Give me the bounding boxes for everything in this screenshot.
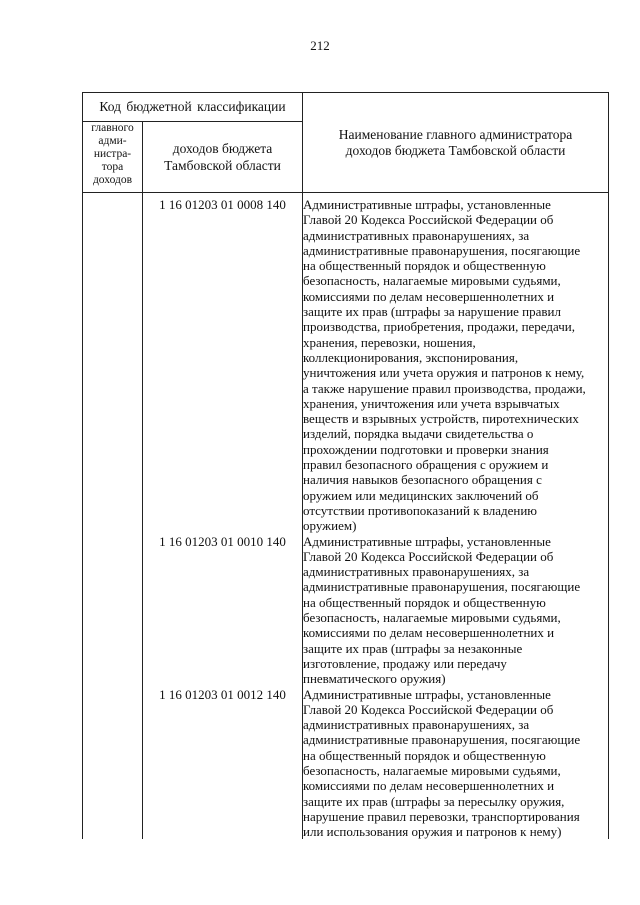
description-line: защите их прав (штрафы за нарушение правил bbox=[303, 304, 561, 320]
description-line: Административные штрафы, установленные bbox=[303, 533, 551, 549]
description-line: комиссиями по делам несовершеннолетних и bbox=[303, 288, 555, 304]
description-line: хранения, перевозки, ношения, bbox=[303, 334, 476, 350]
table-row bbox=[83, 534, 609, 687]
description-line: безопасность, налагаемые мировыми судьями, bbox=[303, 762, 561, 778]
admin-code-cell bbox=[83, 534, 143, 687]
table-body bbox=[83, 193, 609, 840]
income-code-header-line: Тамбовской области bbox=[164, 158, 281, 173]
budget-code-header: Код бюджетной классификации bbox=[83, 93, 303, 122]
income-code-cell: 1 16 01203 01 0012 140 bbox=[143, 687, 303, 840]
admin-code-cell bbox=[83, 197, 143, 534]
description-line: безопасность, налагаемые мировыми судьями, bbox=[303, 273, 561, 289]
income-code-cell: 1 16 01203 01 0008 140 bbox=[143, 197, 303, 534]
description-line: изготовление, продажу или передачу bbox=[303, 655, 507, 671]
description-cell bbox=[303, 197, 609, 534]
table-row bbox=[83, 687, 609, 840]
description-line: Административные штрафы, установленные bbox=[303, 686, 551, 702]
description-line: административных правонарушениях, за bbox=[303, 227, 530, 243]
description-line: наличия навыков безопасного обращения с bbox=[303, 472, 542, 488]
chief-admin-header-line: нистра- bbox=[93, 148, 132, 160]
admin-code-cell bbox=[83, 687, 143, 840]
description-cell bbox=[303, 534, 609, 687]
income-code-cell: 1 16 01203 01 0010 140 bbox=[143, 534, 303, 687]
description-line: защите их прав (штрафы за пересылку оружия, bbox=[303, 793, 565, 809]
chief-admin-header-line: главного bbox=[91, 122, 134, 134]
description-line: веществ и взрывных устройств, пиротехнических bbox=[303, 411, 579, 427]
chief-admin-header-line: доходов bbox=[92, 174, 133, 186]
description-line: административных правонарушениях, за bbox=[303, 564, 530, 580]
description-line: административные правонарушения, посягающие bbox=[303, 579, 581, 595]
description-line: Главой 20 Кодекса Российской Федерации об bbox=[303, 701, 554, 717]
description-line: а также нарушение правил производства, продажи, bbox=[303, 380, 586, 396]
income-code-header bbox=[143, 122, 303, 193]
description-line: комиссиями по делам несовершеннолетних и bbox=[303, 778, 555, 794]
admin-name-header-line: доходов бюджета Тамбовской области bbox=[345, 142, 566, 158]
description-line: административные правонарушения, посягающие bbox=[303, 242, 581, 258]
table-row bbox=[83, 197, 609, 534]
income-code-header-line: доходов бюджета bbox=[172, 141, 273, 156]
description-line: производства, приобретения, продажи, передачи, bbox=[303, 319, 576, 335]
description-line: уничтожения или учета оружия и патронов к нему, bbox=[303, 365, 585, 381]
description-line: пневматического оружия) bbox=[303, 671, 446, 687]
description-line: коллекционирования, экспонирования, bbox=[303, 349, 519, 365]
budget-classification-table bbox=[82, 92, 609, 839]
description-line: правил безопасного обращения с оружием и bbox=[303, 457, 549, 473]
page-number: 212 bbox=[310, 38, 330, 53]
description-line: Административные штрафы, установленные bbox=[303, 197, 551, 212]
description-line: защите их прав (штрафы за незаконные bbox=[303, 640, 523, 656]
description-line: изделий, порядка выдачи свидетельства о bbox=[303, 426, 534, 442]
description-line: Главой 20 Кодекса Российской Федерации об bbox=[303, 212, 554, 228]
description-line: на общественный порядок и общественную bbox=[303, 594, 546, 610]
description-line: отсутствии противопоказаний к владению bbox=[303, 502, 538, 518]
description-line: нарушение правил перевозки, транспортирования bbox=[303, 808, 580, 824]
description-line: на общественный порядок и общественную bbox=[303, 258, 546, 274]
description-line: хранения, уничтожения или учета взрывчатых bbox=[303, 395, 560, 411]
chief-admin-header bbox=[83, 122, 143, 193]
description-line: на общественный порядок и общественную bbox=[303, 747, 546, 763]
admin-name-header-line: Наименование главного администратора bbox=[338, 126, 573, 142]
description-line: Главой 20 Кодекса Российской Федерации об bbox=[303, 548, 554, 564]
chief-admin-header-line: тора bbox=[101, 161, 124, 173]
description-line: административные правонарушения, посягающие bbox=[303, 732, 581, 748]
description-line: прохождении подготовки и проверки знания bbox=[303, 441, 549, 457]
description-line: оружием) bbox=[303, 518, 357, 534]
admin-name-header bbox=[303, 93, 609, 193]
description-line: комиссиями по делам несовершеннолетних и bbox=[303, 625, 555, 641]
description-line: административных правонарушениях, за bbox=[303, 717, 530, 733]
description-line: или использования оружия и патронов к нему) bbox=[303, 824, 562, 840]
description-line: оружием или медицинских заключений об bbox=[303, 487, 539, 503]
chief-admin-header-line: адми- bbox=[98, 135, 127, 147]
description-cell bbox=[303, 687, 609, 840]
description-line: безопасность, налагаемые мировыми судьями, bbox=[303, 610, 561, 626]
